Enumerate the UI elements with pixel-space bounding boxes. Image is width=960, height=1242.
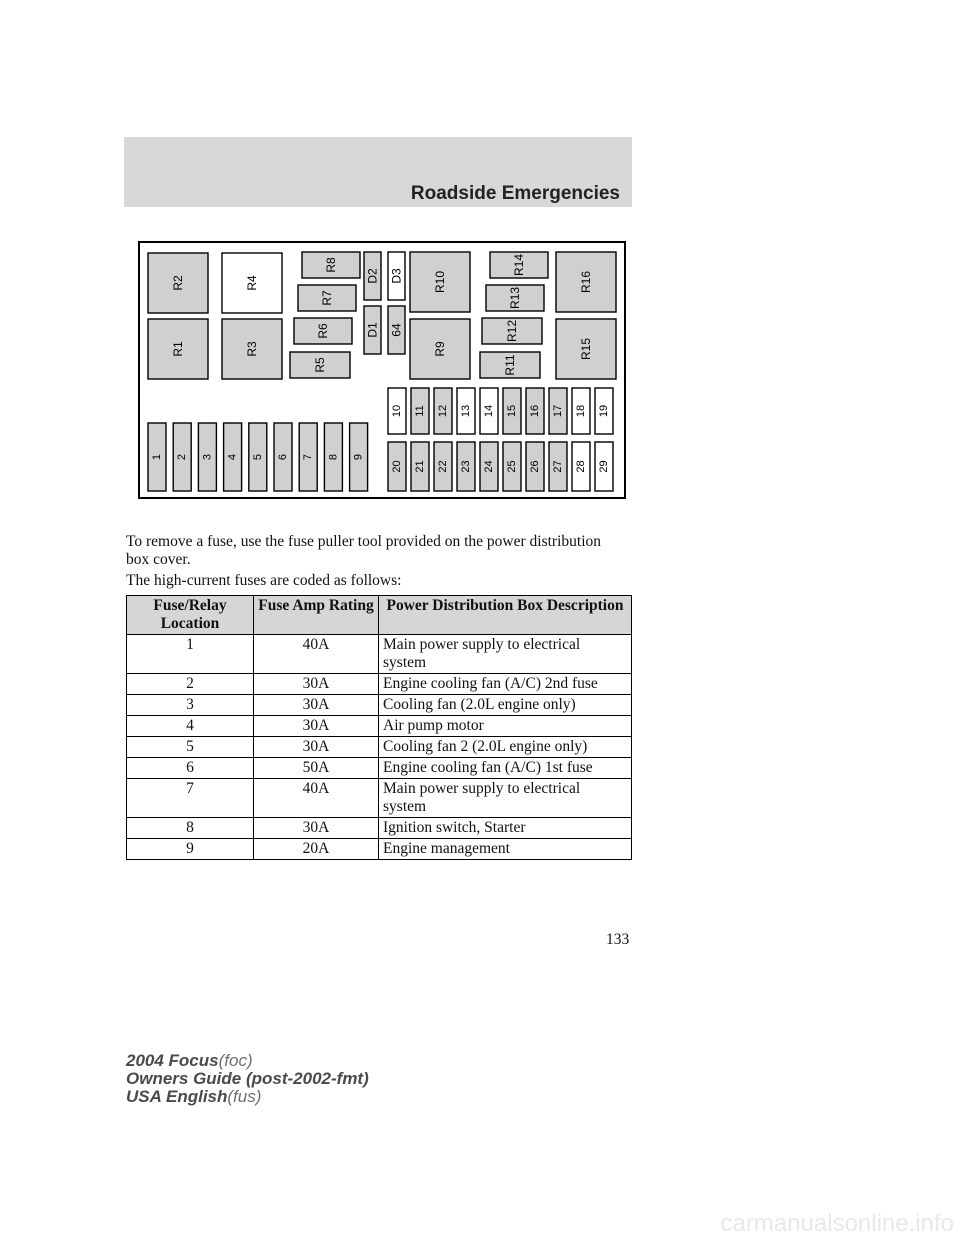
cell-amp-rating: 20A (254, 839, 379, 860)
footer-model: 2004 Focus (126, 1051, 219, 1070)
fuse-19-label: 19 (598, 404, 610, 418)
watermark: carmanualsonline.info (720, 1210, 954, 1237)
cell-location: 1 (127, 635, 254, 674)
cell-location: 7 (127, 779, 254, 818)
relay-r12-label: R12 (505, 319, 519, 343)
cell-amp-rating: 30A (254, 737, 379, 758)
fuse-17-label: 17 (552, 404, 564, 418)
relay-r5-label: R5 (313, 357, 327, 373)
fuse-8-label: 8 (327, 453, 340, 461)
cell-description: Engine cooling fan (A/C) 1st fuse (379, 758, 632, 779)
cell-location: 6 (127, 758, 254, 779)
fuse-7-label: 7 (302, 453, 315, 461)
cell-amp-rating: 30A (254, 818, 379, 839)
table-row (127, 695, 632, 716)
cell-description: Air pump motor (379, 716, 632, 737)
fuse-2-label: 2 (176, 453, 189, 461)
table-row (127, 758, 632, 779)
table-row (127, 674, 632, 695)
fuse-3-label: 3 (201, 453, 214, 461)
relay-r7-label: R7 (320, 290, 334, 306)
fuse-16-label: 16 (529, 404, 541, 418)
cell-location: 9 (127, 839, 254, 860)
relay-r14-label: R14 (512, 253, 526, 277)
header-amp-rating: Fuse Amp Rating (254, 596, 379, 635)
fuse-6-label: 6 (277, 453, 289, 461)
table-row (127, 818, 632, 839)
fuse-29-label: 29 (598, 460, 610, 473)
table-header-row (127, 596, 632, 635)
fuse-table (126, 595, 632, 860)
fuse-20-label: 20 (391, 460, 403, 473)
fuse-13-label: 13 (460, 404, 472, 418)
relay-64-label: 64 (389, 323, 404, 337)
fuse-21-label: 21 (414, 460, 426, 473)
cell-amp-rating: 30A (254, 695, 379, 716)
relay-d2-label: D2 (365, 268, 380, 284)
table-row (127, 779, 632, 818)
cell-location: 8 (127, 818, 254, 839)
fuse-11-label: 11 (414, 405, 426, 417)
relay-d3-label: D3 (389, 268, 404, 284)
footer-line-3 (126, 1088, 369, 1106)
cell-description: Engine management (379, 839, 632, 860)
relay-d1-label: D1 (365, 322, 380, 338)
footer (126, 1052, 369, 1106)
cell-description: Main power supply to electrical system (379, 635, 632, 674)
relay-r11-label: R11 (503, 354, 517, 376)
relay-r4-label: R4 (245, 275, 259, 291)
relay-r10-label: R10 (433, 270, 447, 294)
fuse-28-label: 28 (575, 460, 587, 473)
relay-r13-label: R13 (508, 286, 522, 310)
cell-description: Cooling fan 2 (2.0L engine only) (379, 737, 632, 758)
relay-r9-label: R9 (433, 341, 447, 357)
relay-r15-label: R15 (579, 337, 593, 361)
fuse-box-diagram (138, 241, 626, 499)
fuse-coding-intro: The high-current fuses are coded as follows: (126, 572, 402, 589)
cell-description: Main power supply to electrical system (379, 779, 632, 818)
table-row (127, 737, 632, 758)
cell-location: 4 (127, 716, 254, 737)
fuse-15-label: 15 (506, 404, 518, 418)
fuse-5-label: 5 (251, 453, 264, 461)
fuse-26-label: 26 (529, 460, 541, 473)
fuse-9-label: 9 (352, 453, 365, 461)
cell-description: Ignition switch, Starter (379, 818, 632, 839)
section-header-band (124, 137, 632, 207)
cell-amp-rating: 30A (254, 674, 379, 695)
table-row (127, 839, 632, 860)
fuse-removal-paragraph: To remove a fuse, use the fuse puller tool provided on the power distribution box cover. (126, 533, 601, 568)
cell-location: 3 (127, 695, 254, 716)
relay-r8-label: R8 (324, 257, 338, 273)
fuse-25-label: 25 (506, 460, 518, 473)
relay-r6-label: R6 (316, 323, 330, 339)
footer-language-code: (fus) (227, 1087, 262, 1106)
footer-language: USA English (126, 1087, 228, 1106)
fuse-18-label: 18 (575, 404, 587, 418)
relay-r2-label: R2 (171, 275, 185, 291)
section-title: Roadside Emergencies (410, 183, 620, 204)
fuse-4-label: 4 (226, 453, 239, 461)
cell-description: Engine cooling fan (A/C) 2nd fuse (379, 674, 632, 695)
header-description: Power Distribution Box Description (379, 596, 632, 635)
footer-model-code: (foc) (218, 1051, 253, 1070)
cell-description: Cooling fan (2.0L engine only) (379, 695, 632, 716)
fuse-23-label: 23 (460, 460, 472, 473)
fuse-24-label: 24 (483, 460, 495, 473)
footer-line-2: Owners Guide (post-2002-fmt) (126, 1069, 369, 1088)
cell-amp-rating: 40A (254, 779, 379, 818)
cell-amp-rating: 30A (254, 716, 379, 737)
table-row (127, 635, 632, 674)
cell-location: 2 (127, 674, 254, 695)
fuse-10-label: 10 (391, 404, 403, 418)
cell-amp-rating: 50A (254, 758, 379, 779)
cell-amp-rating: 40A (254, 635, 379, 674)
relay-r16-label: R16 (579, 270, 593, 294)
fuse-14-label: 14 (483, 404, 495, 418)
footer-line-1 (126, 1052, 369, 1070)
fuse-12-label: 12 (437, 404, 449, 418)
relay-r1-label: R1 (171, 341, 185, 357)
page-number: 133 (606, 931, 630, 948)
fuse-1-label: 1 (151, 453, 163, 461)
relay-r3-label: R3 (245, 341, 259, 357)
table-row (127, 716, 632, 737)
header-location: Fuse/Relay Location (127, 596, 254, 635)
fuse-22-label: 22 (437, 460, 449, 473)
cell-location: 5 (127, 737, 254, 758)
fuse-27-label: 27 (552, 460, 564, 473)
